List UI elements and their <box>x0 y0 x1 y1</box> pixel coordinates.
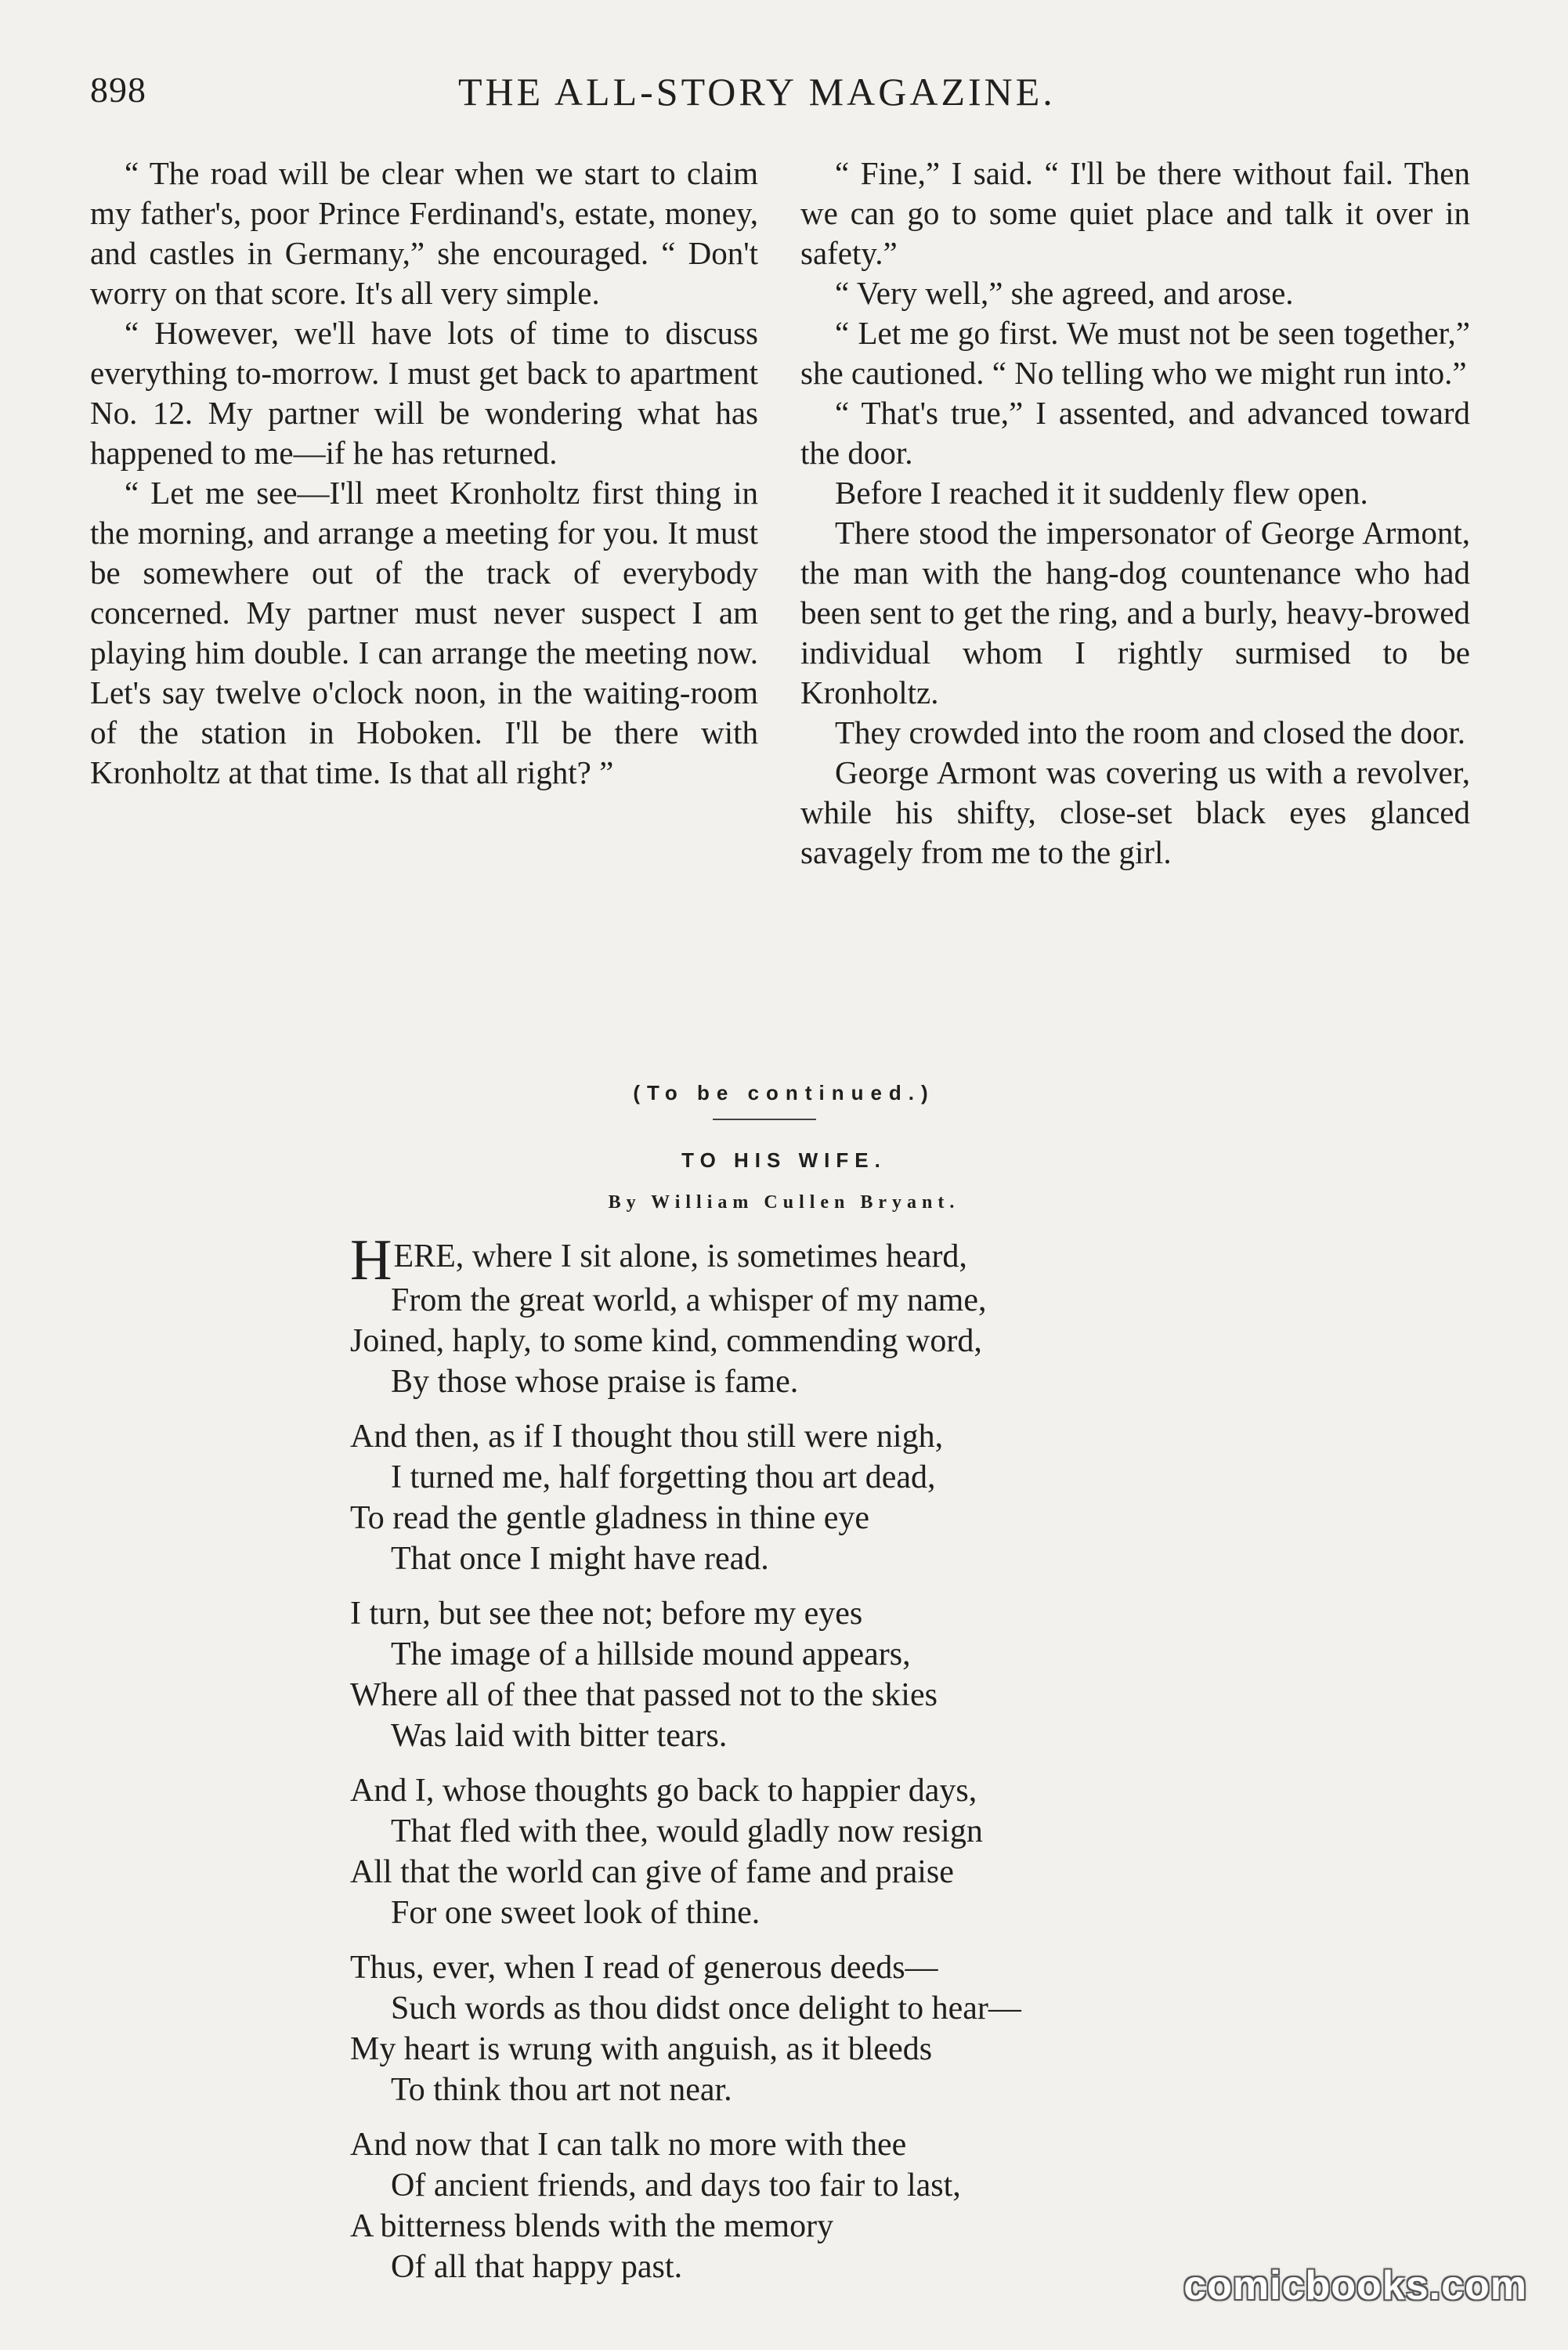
poem-line: From the great world, a whisper of my name, <box>391 1282 987 1318</box>
story-paragraph: “ Let me see—I'll meet Kronholtz first thing in the morning, and arrange a meeting for you. It must be somewhere out of the track of everybody concerned. My partner must never suspect I am playing him double. I can arrange the meeting now. Let's say twelve o'clock noon, in the waiting-room of the station in Hoboken. I'll be there with Kronholtz at that time. Is that all right? ” <box>90 475 758 790</box>
story-paragraph: They crowded into the room and closed the door. <box>835 714 1465 750</box>
poem-stanza <box>350 2124 1290 2287</box>
poem-line: Such words as thou didst once delight to hear— <box>391 1990 1021 2026</box>
poem-stanza <box>350 1228 1290 1402</box>
story-right-column <box>800 154 1470 873</box>
poem-line: Was laid with bitter tears. <box>391 1718 728 1754</box>
poem-byline: By William Cullen Bryant. <box>608 1192 960 1213</box>
poem-line: Where all of thee that passed not to the skies <box>350 1677 938 1713</box>
story-paragraph: “ Let me go first. We must not be seen together,” she cautioned. “ No telling who we might run into.” <box>800 315 1470 391</box>
poem-stanza <box>350 1947 1290 2110</box>
poem-line: And then, as if I thought thou still were nigh, <box>350 1419 944 1455</box>
drop-cap: H <box>350 1228 392 1292</box>
poem-line: A bitterness blends with the memory <box>350 2208 834 2244</box>
poem-line: I turn, but see thee not; before my eyes <box>350 1596 863 1632</box>
poem-line: To read the gentle gladness in thine eye <box>350 1500 869 1536</box>
poem-line <box>350 1228 1290 1292</box>
poem-line: Thus, ever, when I read of generous deeds— <box>350 1950 938 1986</box>
poem-line: Of all that happy past. <box>391 2249 683 2285</box>
poem-line: That fled with thee, would gladly now resign <box>391 1813 983 1849</box>
poem-line: By those whose praise is fame. <box>391 1364 799 1400</box>
poem-line: I turned me, half forgetting thou art dead, <box>391 1459 936 1495</box>
story-paragraph: “ The road will be clear when we start to claim my father's, poor Prince Ferdinand's, estate, money, and castles in Germany,” she encouraged. “ Don't worry on that score. It's all very simple. <box>90 155 758 311</box>
poem-body <box>350 1228 1290 2301</box>
story-paragraph: “ Fine,” I said. “ I'll be there without fail. Then we can go to some quiet place and talk it over in safety.” <box>800 155 1470 271</box>
poem-line: The image of a hillside mound appears, <box>391 1636 911 1672</box>
poem-line: Joined, haply, to some kind, commending word, <box>350 1323 982 1359</box>
story-paragraph: Before I reached it it suddenly flew open. <box>835 475 1368 511</box>
story-paragraph: “ Very well,” she agreed, and arose. <box>835 275 1294 311</box>
poem-stanza <box>350 1770 1290 1933</box>
watermark: comicbooks.com <box>1183 2263 1527 2308</box>
poem-line: That once I might have read. <box>391 1541 769 1577</box>
poem-stanza <box>350 1416 1290 1579</box>
poem-line: All that the world can give of fame and praise <box>350 1854 954 1890</box>
poem-line: And I, whose thoughts go back to happier days, <box>350 1773 977 1809</box>
section-divider <box>713 1119 816 1120</box>
running-head: THE ALL-STORY MAGAZINE. <box>458 70 1056 114</box>
poem-stanza <box>350 1593 1290 1756</box>
story-paragraph: George Armont was covering us with a revolver, while his shifty, close-set black eyes glanced savagely from me to the girl. <box>800 754 1470 870</box>
poem-line: My heart is wrung with anguish, as it bleeds <box>350 2031 933 2067</box>
story-paragraph: “ That's true,” I assented, and advanced toward the door. <box>800 395 1470 471</box>
poem-line: And now that I can talk no more with thee <box>350 2127 907 2163</box>
poem-title: TO HIS WIFE. <box>681 1148 887 1172</box>
poem-line-text: ERE, where I sit alone, is sometimes heard, <box>393 1238 967 1274</box>
page-header <box>90 69 1478 124</box>
poem-line: To think thou art not near. <box>391 2072 732 2108</box>
to-be-continued-note: (To be continued.) <box>633 1081 935 1104</box>
story-paragraph: “ However, we'll have lots of time to discuss everything to-morrow. I must get back to apartment No. 12. My partner will be wondering what has happened to me—if he has returned. <box>90 315 758 471</box>
story-paragraph: There stood the impersonator of George Armont, the man with the hang-dog countenance who had been sent to get the ring, and a burly, heavy-browed individual whom I rightly surmised to be Kronholtz. <box>800 515 1470 710</box>
poem-line: For one sweet look of thine. <box>391 1895 761 1931</box>
story-left-column <box>90 154 758 793</box>
page-number: 898 <box>90 70 146 110</box>
poem-line: Of ancient friends, and days too fair to last, <box>391 2167 961 2204</box>
